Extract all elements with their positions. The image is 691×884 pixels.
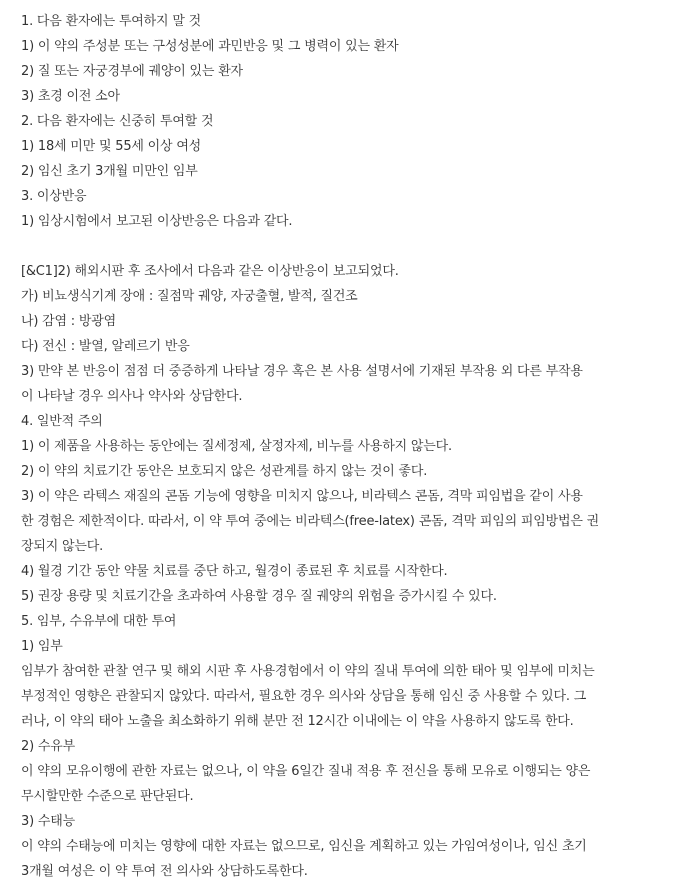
text-line: 3. 이상반응	[21, 189, 87, 204]
text-line: 4) 월경 기간 동안 약물 치료를 중단 하고, 월경이 종료된 후 치료를 시작한다.	[21, 564, 448, 579]
blank-line	[21, 234, 691, 259]
text-line: 1) 이 약의 주성분 또는 구성성분에 과민반응 및 그 병력이 있는 환자	[21, 39, 399, 54]
text-line: 이 약의 모유이행에 관한 자료는 없으나, 이 약을 6일간 질내 적용 후 전신을 통해 모유로 이행되는 양은	[21, 764, 591, 779]
text-line: 5. 임부, 수유부에 대한 투여	[21, 614, 177, 629]
text-line: 가) 비뇨생식기계 장애 : 질점막 궤양, 자궁출혈, 발적, 질건조	[21, 289, 358, 304]
text-line: 부정적인 영향은 관찰되지 않았다. 따라서, 필요한 경우 의사와 상담을 통해 임신 중 사용할 수 있다. 그	[21, 689, 587, 704]
text-line: 5) 권장 용량 및 치료기간을 초과하여 사용할 경우 질 궤양의 위험을 증가시킬 수 있다.	[21, 589, 497, 604]
text-line: 1) 임부	[21, 639, 63, 654]
text-line: [&C1]2) 해외시판 후 조사에서 다음과 같은 이상반응이 보고되었다.	[21, 264, 399, 279]
text-line: 2) 질 또는 자궁경부에 궤양이 있는 환자	[21, 64, 243, 79]
text-line: 3) 초경 이전 소아	[21, 89, 120, 104]
text-line: 3) 만약 본 반응이 점점 더 중증하게 나타날 경우 혹은 본 사용 설명서에 기재된 부작용 외 다른 부작용	[21, 364, 583, 379]
text-line: 3) 이 약은 라텍스 재질의 콘돔 기능에 영향을 미치지 않으나, 비라텍스 콘돔, 격막 피임법을 같이 사용	[21, 489, 583, 504]
text-line: 이 나타날 경우 의사나 약사와 상담한다.	[21, 389, 243, 404]
text-line: 2) 임신 초기 3개월 미만인 임부	[21, 164, 198, 179]
text-line: 3) 수태능	[21, 814, 75, 829]
text-line: 2) 수유부	[21, 739, 75, 754]
text-line: 1) 이 제품을 사용하는 동안에는 질세정제, 살정자제, 비누를 사용하지 않는다.	[21, 439, 452, 454]
text-line: 2. 다음 환자에는 신중히 투여할 것	[21, 114, 214, 129]
text-line: 1) 18세 미만 및 55세 이상 여성	[21, 139, 202, 154]
text-line: 무시할만한 수준으로 판단된다.	[21, 789, 194, 804]
text-line: 장되지 않는다.	[21, 539, 104, 554]
text-line: 3개월 여성은 이 약 투여 전 의사와 상담하도록한다.	[21, 864, 308, 879]
text-line: 나) 감염 : 방광염	[21, 314, 116, 329]
text-line: 임부가 참여한 관찰 연구 및 해외 시판 후 사용경험에서 이 약의 질내 투여에 의한 태아 및 임부에 미치는	[21, 664, 595, 679]
text-line: 한 경험은 제한적이다. 따라서, 이 약 투여 중에는 비라텍스(free-latex) 콘돔, 격막 피임의 피임방법은 권	[21, 514, 600, 529]
text-line: 이 약의 수태능에 미치는 영향에 대한 자료는 없으므로, 임신을 계획하고 있는 가임여성이나, 임신 초기	[21, 839, 587, 854]
text-line: 1. 다음 환자에는 투여하지 말 것	[21, 14, 201, 29]
text-line: 4. 일반적 주의	[21, 414, 103, 429]
text-line: 1) 임상시험에서 보고된 이상반응은 다음과 같다.	[21, 214, 293, 229]
text-line: 2) 이 약의 치료기간 동안은 보호되지 않은 성관계를 하지 않는 것이 좋다.	[21, 464, 428, 479]
text-line: 다) 전신 : 발열, 알레르기 반응	[21, 339, 190, 354]
text-line: 러나, 이 약의 태아 노출을 최소화하기 위해 분만 전 12시간 이내에는 이 약을 사용하지 않도록 한다.	[21, 714, 574, 729]
